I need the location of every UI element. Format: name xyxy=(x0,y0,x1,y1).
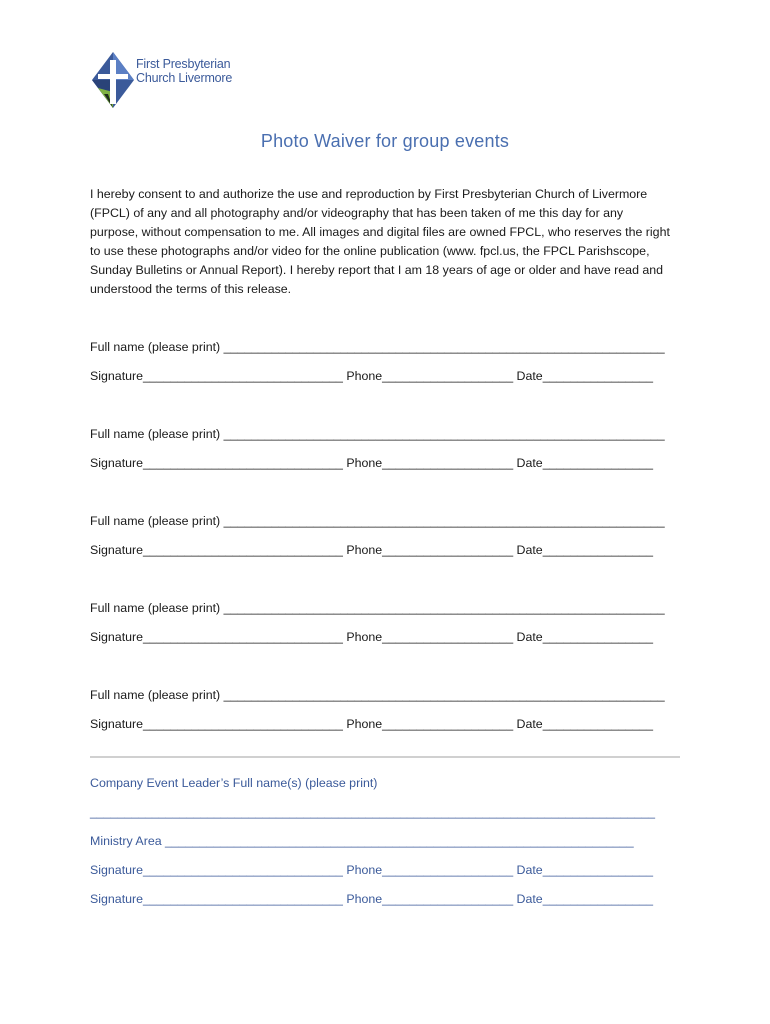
participant-entry-1 xyxy=(90,338,670,425)
full-name-field[interactable]: Full name (please print) ________________________________________________________________ xyxy=(90,601,665,615)
leader-name-field[interactable]: __________________________________________________________________________________ xyxy=(90,805,656,819)
signature-phone-date-field[interactable]: Signature_____________________________ Phone___________________ Date________________ xyxy=(90,543,653,557)
logo-line-1: First Presbyterian xyxy=(136,57,231,71)
logo-wordmark xyxy=(136,57,232,85)
leader-signature-field-1[interactable]: Signature_____________________________ Phone___________________ Date________________ xyxy=(90,863,653,877)
leader-heading: Company Event Leader’s Full name(s) (please print) xyxy=(90,776,378,790)
church-logo xyxy=(90,50,260,114)
signature-phone-date-field[interactable]: Signature_____________________________ Phone___________________ Date________________ xyxy=(90,369,653,383)
logo-line-2: Church Livermore xyxy=(136,71,233,85)
consent-paragraph: I hereby consent to and authorize the use and reproduction by First Presbyterian Church of Livermore (FPCL) of any and all photography and/or videography that has been taken of me this day for any purpose, without compensation to me. All images and digital files are owned FPCL, who reserves the right to use these photographs and/or video for the online publication (www. fpcl.us, the FPCL Parishscope, Sunday Bulletins or Annual Report). I hereby report that I am 18 years of age or older and have read and understood the terms of this release. xyxy=(90,187,670,296)
full-name-field[interactable]: Full name (please print) ________________________________________________________________ xyxy=(90,514,665,528)
participant-entry-2 xyxy=(90,425,670,512)
signature-phone-date-field[interactable]: Signature_____________________________ Phone___________________ Date________________ xyxy=(90,630,653,644)
participant-entry-4 xyxy=(90,599,670,686)
full-name-field[interactable]: Full name (please print) ________________________________________________________________ xyxy=(90,340,665,354)
full-name-field[interactable]: Full name (please print) ________________________________________________________________ xyxy=(90,688,665,702)
participant-entry-3 xyxy=(90,512,670,599)
leader-signature-field-2[interactable]: Signature_____________________________ Phone___________________ Date________________ xyxy=(90,892,653,906)
participant-entry-5 xyxy=(90,686,670,773)
ministry-area-field[interactable]: Ministry Area ____________________________________________________________________ xyxy=(90,834,634,848)
signature-phone-date-field[interactable]: Signature_____________________________ Phone___________________ Date________________ xyxy=(90,717,653,731)
event-leader-section xyxy=(90,774,670,909)
signature-phone-date-field[interactable]: Signature_____________________________ Phone___________________ Date________________ xyxy=(90,456,653,470)
page-title: Photo Waiver for group events xyxy=(260,131,510,151)
full-name-field[interactable]: Full name (please print) ________________________________________________________________ xyxy=(90,427,665,441)
cross-emblem-icon xyxy=(90,50,136,114)
participant-fields xyxy=(90,338,670,773)
section-divider xyxy=(90,756,680,758)
